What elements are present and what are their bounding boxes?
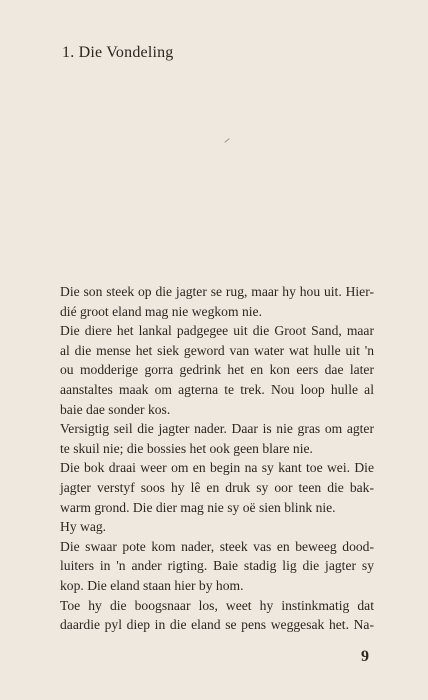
text-line: Die son steek op die jagter se rug, maar hy hou uit. Hier- xyxy=(60,284,374,299)
paper-speck xyxy=(224,138,229,143)
text-line: aanstaltes maak om agterna te trek. Nou loop hulle al xyxy=(60,381,374,397)
text-line: Die bok draai weer om en begin na sy kant toe wei. Die xyxy=(60,460,374,476)
text-line: warm grond. Die dier mag nie sy oë sien blink nie. xyxy=(60,499,336,515)
text-line: luiters in 'n ander rigting. Baie stadig lig die jagter sy xyxy=(60,558,374,574)
text-line: jagter verstyf soos hy lê en druk sy oor teen die bak- xyxy=(60,479,374,495)
page-number: 9 xyxy=(361,648,369,665)
text-line: baie dae sonder kos. xyxy=(60,401,171,417)
text-line: kop. Die eland staan hier by hom. xyxy=(60,577,244,593)
text-line: Hy wag. xyxy=(60,519,107,535)
text-line: Die diere het lankal padgegee uit die Groot Sand, maar xyxy=(60,323,374,339)
text-line: al die mense het siek geword van water wat hulle uit 'n xyxy=(60,342,374,358)
text-line: daardie pyl diep in die eland se pens weggesak het. Na- xyxy=(60,617,374,633)
body-text xyxy=(60,282,374,635)
text-line: Die swaar pote kom nader, steek vas en beweeg dood- xyxy=(60,538,374,554)
text-line: dié groot eland mag nie wegkom nie. xyxy=(60,303,262,319)
text-line: te skuil nie; die bossies het ook geen blare nie. xyxy=(60,440,313,456)
text-line: Toe hy die boogsnaar los, weet hy instinkmatig dat xyxy=(60,597,374,613)
chapter-number: 1. xyxy=(62,44,75,61)
text-line: Versigtig seil die jagter nader. Daar is nie gras om agter xyxy=(60,421,374,437)
chapter-title-text: Die Vondeling xyxy=(78,44,174,61)
text-line: ou modderige gorra gedrink het en kon eers dae later xyxy=(60,362,374,378)
chapter-heading xyxy=(62,44,174,62)
